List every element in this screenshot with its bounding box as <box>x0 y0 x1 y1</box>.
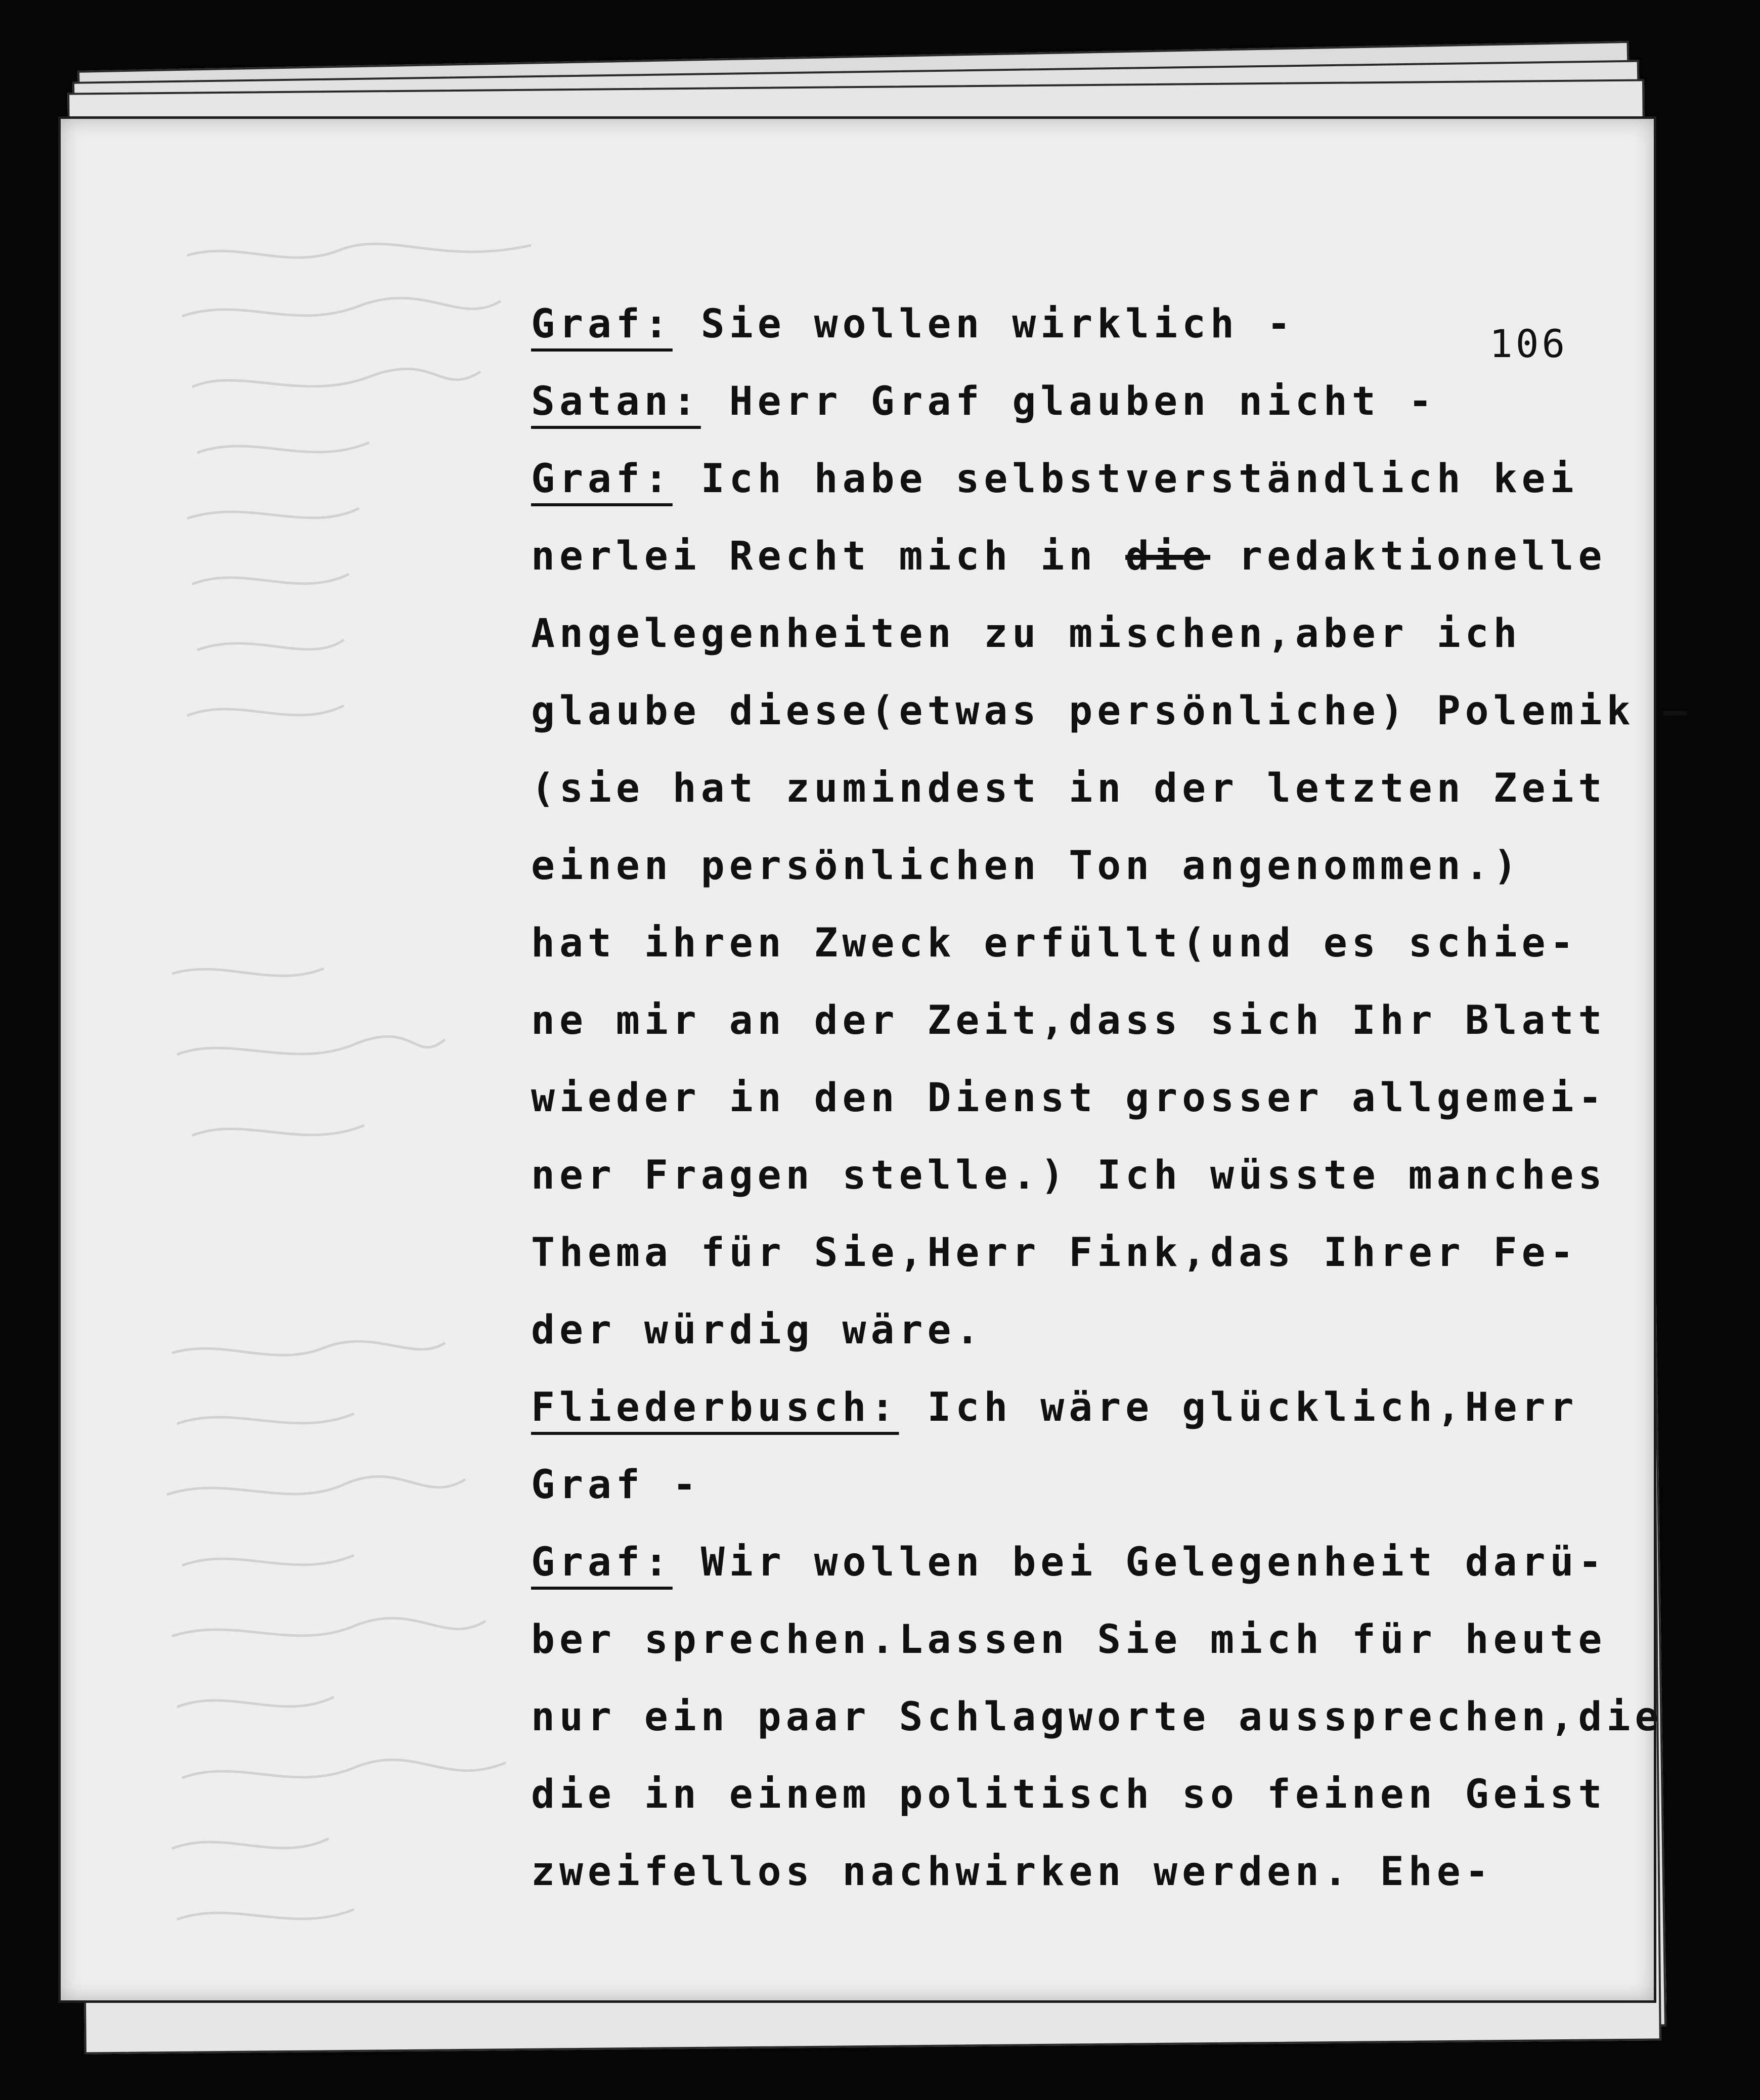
line-text: einen persönlichen Ton angenommen.) <box>531 843 1522 889</box>
line-text: Angelegenheiten zu mischen,aber ich <box>531 611 1522 657</box>
text-line <box>531 1679 1663 1756</box>
text-line <box>531 441 1583 518</box>
line-text-after: redaktionelle <box>1210 534 1607 579</box>
text-line <box>531 518 1607 595</box>
text-line <box>531 982 1607 1060</box>
text-line <box>531 363 1583 441</box>
line-text: Sie wollen wirklich - <box>672 301 1295 347</box>
page-number: 106 <box>1489 321 1568 366</box>
line-text: Ich wäre glücklich,Herr <box>899 1385 1578 1430</box>
line-text: die in einem politisch so feinen Geist <box>531 1772 1607 1817</box>
speaker-name: Graf: <box>531 456 673 502</box>
text-line <box>531 673 1692 750</box>
text-line <box>531 1447 1583 1524</box>
speaker-name: Satan: <box>531 379 701 424</box>
text-line <box>531 905 1583 982</box>
line-text: (sie hat zumindest in der letzten Zeit <box>531 766 1607 811</box>
speaker-name: Graf: <box>531 301 673 347</box>
line-text: ber sprechen.Lassen Sie mich für heute <box>531 1617 1607 1663</box>
text-line <box>531 595 1583 673</box>
line-text: Herr Graf glauben nicht - <box>700 379 1437 424</box>
text-line <box>531 1601 1607 1679</box>
line-text: ner Fragen stelle.) Ich wüsste manches <box>531 1153 1607 1198</box>
typescript-text <box>531 286 1692 1911</box>
line-text: glaube diese(etwas persönliche) Polemik — <box>531 688 1692 734</box>
line-text: zweifellos nachwirken werden. Ehe- <box>531 1849 1493 1895</box>
text-line <box>531 1292 1583 1369</box>
line-text: der würdig wäre. <box>531 1307 984 1353</box>
bleed-through-scribble <box>162 1333 556 1992</box>
text-line <box>531 1833 1583 1911</box>
speaker-name: Graf: <box>531 1540 673 1585</box>
struck-word: die <box>1125 534 1211 579</box>
text-line <box>531 286 1583 363</box>
line-text: wieder in den Dienst grosser allgemei- <box>531 1075 1607 1121</box>
speaker-name: Fliederbusch: <box>531 1385 899 1430</box>
text-line <box>531 1137 1607 1214</box>
line-text: hat ihren Zweck erfüllt(und es schie- <box>531 921 1578 966</box>
text-line <box>531 1524 1607 1601</box>
bleed-through-icon <box>162 1333 556 1990</box>
text-line <box>531 827 1583 905</box>
bleed-through-scribble <box>162 953 465 1259</box>
line-text: ne mir an der Zeit,dass sich Ihr Blatt <box>531 998 1607 1043</box>
line-text: Thema für Sie,Herr Fink,das Ihrer Fe- <box>531 1230 1578 1276</box>
line-text: nur ein paar Schlagworte aussprechen,die <box>531 1694 1663 1740</box>
line-text: nerlei Recht mich in <box>531 534 1126 579</box>
bleed-through-icon <box>162 953 465 1257</box>
text-line <box>531 750 1607 827</box>
text-line <box>531 1369 1583 1447</box>
line-text: Ich habe selbstverständlich kei <box>672 456 1578 502</box>
line-text: Graf - <box>531 1462 701 1508</box>
text-line <box>531 1060 1607 1137</box>
text-line <box>531 1756 1607 1833</box>
text-line <box>531 1214 1583 1292</box>
line-text: Wir wollen bei Gelegenheit darü- <box>672 1540 1607 1585</box>
